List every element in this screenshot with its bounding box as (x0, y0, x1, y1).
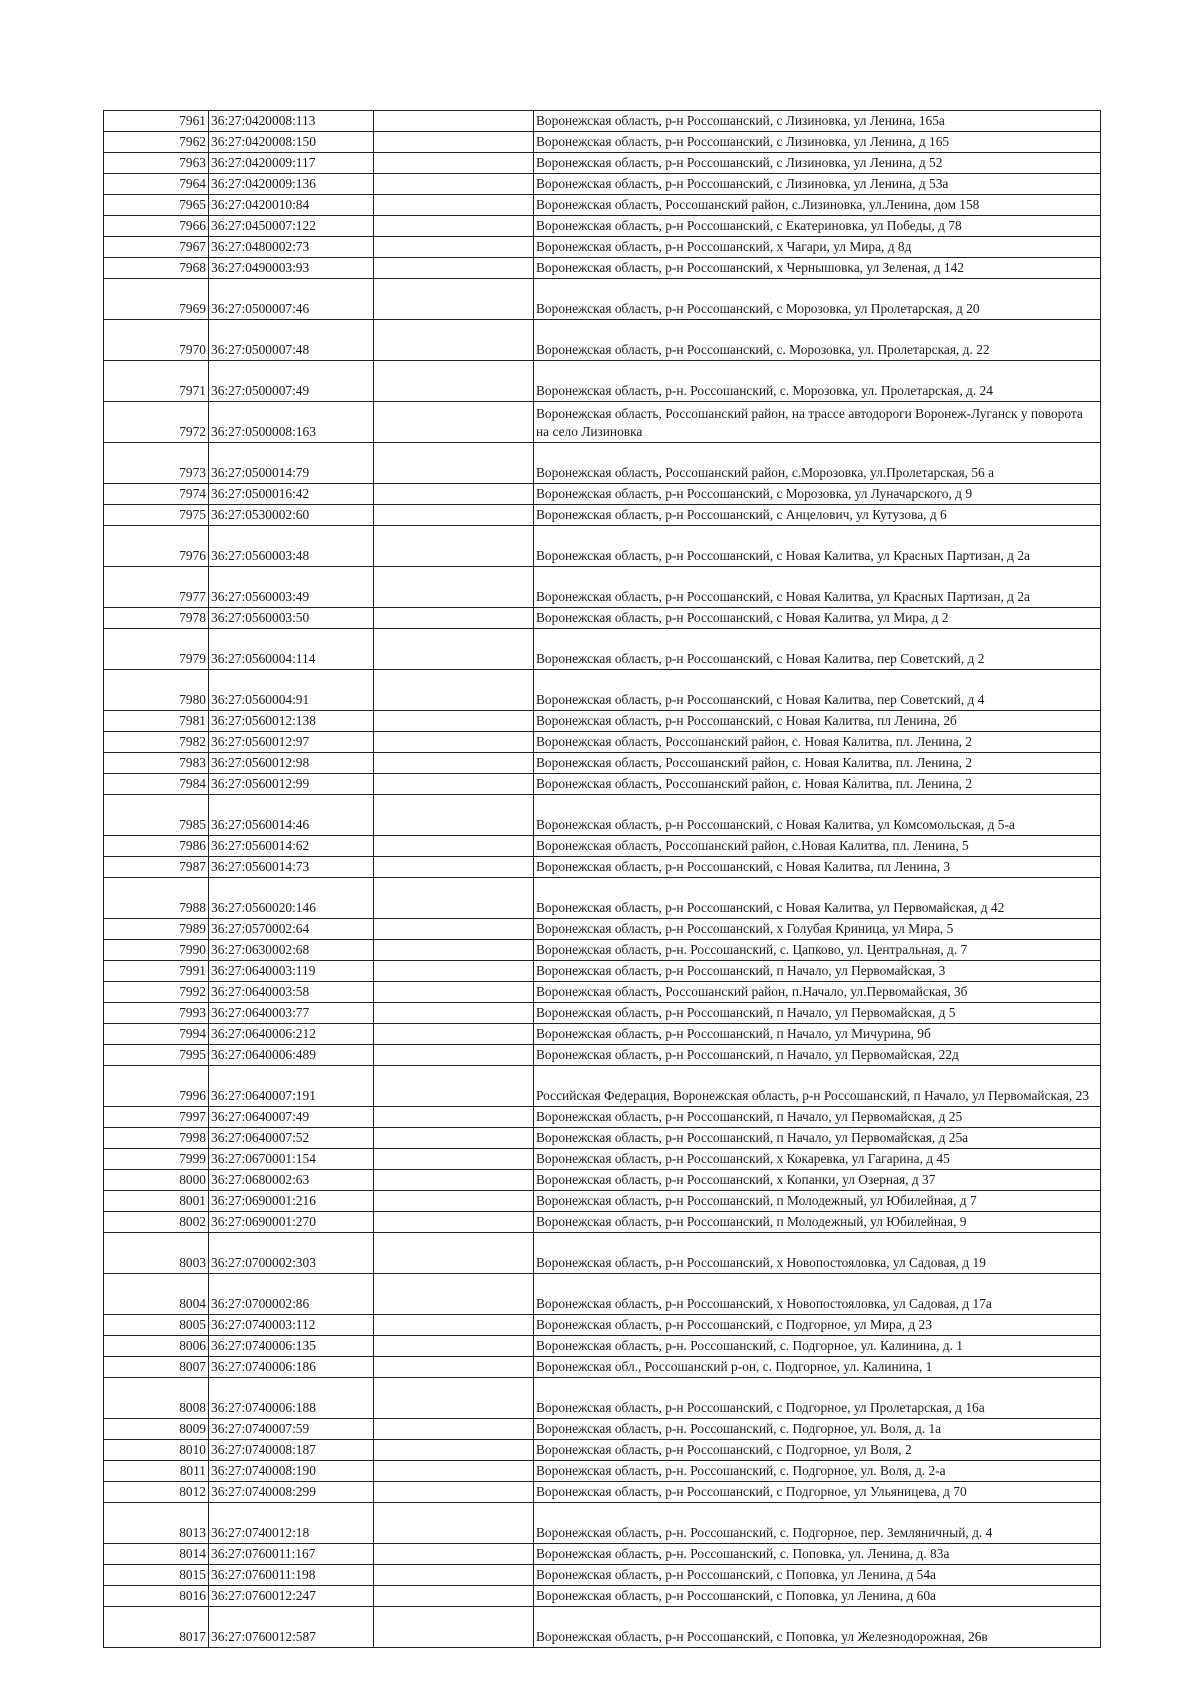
empty-cell (374, 111, 534, 132)
address: Воронежская область, р-н Россошанский, с Новая Калитва, ул Комсомольская, д 5-а (534, 795, 1101, 836)
empty-cell (374, 526, 534, 567)
row-number: 7965 (104, 195, 209, 216)
table-row (104, 961, 1101, 982)
cadastral-number: 36:27:0740008:299 (209, 1482, 374, 1503)
cadastral-number: 36:27:0760011:198 (209, 1565, 374, 1586)
row-number: 7993 (104, 1003, 209, 1024)
cadastral-number: 36:27:0740006:135 (209, 1336, 374, 1357)
cadastral-number: 36:27:0690001:216 (209, 1191, 374, 1212)
table-row (104, 919, 1101, 940)
registry-table (103, 110, 1101, 1648)
empty-cell (374, 1482, 534, 1503)
table-row (104, 237, 1101, 258)
address: Воронежская область, р-н Россошанский, х Чернышовка, ул Зеленая, д 142 (534, 258, 1101, 279)
row-number: 7982 (104, 732, 209, 753)
empty-cell (374, 443, 534, 484)
cadastral-number: 36:27:0680002:63 (209, 1170, 374, 1191)
empty-cell (374, 1233, 534, 1274)
cadastral-number: 36:27:0740008:187 (209, 1440, 374, 1461)
row-number: 7975 (104, 505, 209, 526)
cadastral-number: 36:27:0500007:46 (209, 279, 374, 320)
address: Воронежская область, р-н Россошанский, х Новопостояловка, ул Садовая, д 17а (534, 1274, 1101, 1315)
empty-cell (374, 774, 534, 795)
cadastral-number: 36:27:0480002:73 (209, 237, 374, 258)
row-number: 7990 (104, 940, 209, 961)
address: Воронежская область, р-н Россошанский, п Начало, ул Первомайская, 3 (534, 961, 1101, 982)
table-row (104, 1586, 1101, 1607)
address: Воронежская область, р-н. Россошанский, с. Подгорное, ул. Воля, д. 2-а (534, 1461, 1101, 1482)
row-number: 8015 (104, 1565, 209, 1586)
address: Воронежская область, р-н Россошанский, с Поповка, ул Ленина, д 60а (534, 1586, 1101, 1607)
empty-cell (374, 258, 534, 279)
cadastral-number: 36:27:0640003:58 (209, 982, 374, 1003)
table-row (104, 1544, 1101, 1565)
empty-cell (374, 216, 534, 237)
cadastral-number: 36:27:0700002:303 (209, 1233, 374, 1274)
row-number: 7988 (104, 878, 209, 919)
cadastral-number: 36:27:0450007:122 (209, 216, 374, 237)
empty-cell (374, 505, 534, 526)
row-number: 8009 (104, 1419, 209, 1440)
cadastral-number: 36:27:0560003:48 (209, 526, 374, 567)
address: Воронежская область, р-н Россошанский, п Молодежный, ул Юбилейная, д 7 (534, 1191, 1101, 1212)
row-number: 8005 (104, 1315, 209, 1336)
table-row (104, 1503, 1101, 1544)
address: Воронежская область, р-н Россошанский, х Копанки, ул Озерная, д 37 (534, 1170, 1101, 1191)
cadastral-number: 36:27:0500014:79 (209, 443, 374, 484)
address: Воронежская область, р-н Россошанский, с Поповка, ул Железнодорожная, 26в (534, 1607, 1101, 1648)
table-row (104, 1607, 1101, 1648)
table-row (104, 1315, 1101, 1336)
empty-cell (374, 1461, 534, 1482)
table-row (104, 1003, 1101, 1024)
cadastral-number: 36:27:0420008:150 (209, 132, 374, 153)
cadastral-number: 36:27:0560020:146 (209, 878, 374, 919)
empty-cell (374, 1212, 534, 1233)
row-number: 8004 (104, 1274, 209, 1315)
address: Воронежская область, р-н Россошанский, с Морозовка, ул Пролетарская, д 20 (534, 279, 1101, 320)
address: Воронежская область, р-н Россошанский, п Начало, ул Первомайская, 22д (534, 1045, 1101, 1066)
empty-cell (374, 361, 534, 402)
empty-cell (374, 132, 534, 153)
address: Воронежская область, р-н Россошанский, с Поповка, ул Ленина, д 54а (534, 1565, 1101, 1586)
table-row (104, 1482, 1101, 1503)
address: Воронежская область, Россошанский район, с. Новая Калитва, пл. Ленина, 2 (534, 753, 1101, 774)
empty-cell (374, 1419, 534, 1440)
empty-cell (374, 961, 534, 982)
empty-cell (374, 153, 534, 174)
empty-cell (374, 878, 534, 919)
empty-cell (374, 753, 534, 774)
cadastral-number: 36:27:0560014:62 (209, 836, 374, 857)
table-row (104, 1024, 1101, 1045)
address: Воронежская область, Россошанский район, с. Новая Калитва, пл. Ленина, 2 (534, 774, 1101, 795)
empty-cell (374, 670, 534, 711)
row-number: 8013 (104, 1503, 209, 1544)
cadastral-number: 36:27:0630002:68 (209, 940, 374, 961)
address: Воронежская область, р-н Россошанский, х Новопостояловка, ул Садовая, д 19 (534, 1233, 1101, 1274)
cadastral-number: 36:27:0500007:49 (209, 361, 374, 402)
row-number: 7991 (104, 961, 209, 982)
address: Воронежская область, р-н. Россошанский, с. Подгорное, пер. Земляничный, д. 4 (534, 1503, 1101, 1544)
cadastral-number: 36:27:0760012:587 (209, 1607, 374, 1648)
row-number: 8000 (104, 1170, 209, 1191)
table-row (104, 111, 1101, 132)
address: Воронежская область, р-н Россошанский, п Молодежный, ул Юбилейная, 9 (534, 1212, 1101, 1233)
table-row (104, 132, 1101, 153)
empty-cell (374, 1024, 534, 1045)
table-row (104, 1274, 1101, 1315)
table-row (104, 526, 1101, 567)
empty-cell (374, 1607, 534, 1648)
address: Воронежская область, Россошанский район, п.Начало, ул.Первомайская, 3б (534, 982, 1101, 1003)
row-number: 7966 (104, 216, 209, 237)
address: Воронежская область, р-н Россошанский, с Новая Калитва, ул Красных Партизан, д 2а (534, 526, 1101, 567)
empty-cell (374, 1503, 534, 1544)
cadastral-number: 36:27:0560014:73 (209, 857, 374, 878)
empty-cell (374, 484, 534, 505)
address: Воронежская область, р-н Россошанский, с Лизиновка, ул Ленина, д 52 (534, 153, 1101, 174)
row-number: 8017 (104, 1607, 209, 1648)
row-number: 7980 (104, 670, 209, 711)
empty-cell (374, 1544, 534, 1565)
empty-cell (374, 857, 534, 878)
table-row (104, 1357, 1101, 1378)
table-row (104, 361, 1101, 402)
table-row (104, 484, 1101, 505)
address: Воронежская область, р-н Россошанский, с Лизиновка, ул Ленина, д 53а (534, 174, 1101, 195)
address: Воронежская область, р-н Россошанский, с. Морозовка, ул. Пролетарская, д. 22 (534, 320, 1101, 361)
row-number: 7995 (104, 1045, 209, 1066)
table-row (104, 1233, 1101, 1274)
cadastral-number: 36:27:0740006:188 (209, 1378, 374, 1419)
cadastral-number: 36:27:0560004:114 (209, 629, 374, 670)
empty-cell (374, 279, 534, 320)
table-row (104, 443, 1101, 484)
address: Воронежская область, р-н. Россошанский, с. Поповка, ул. Ленина, д. 83а (534, 1544, 1101, 1565)
empty-cell (374, 1107, 534, 1128)
cadastral-number: 36:27:0500016:42 (209, 484, 374, 505)
table-row (104, 567, 1101, 608)
row-number: 8011 (104, 1461, 209, 1482)
cadastral-number: 36:27:0560012:97 (209, 732, 374, 753)
address: Воронежская область, р-н Россошанский, с Новая Калитва, ул Красных Партизан, д 2а (534, 567, 1101, 608)
address: Воронежская область, Россошанский район, с. Новая Калитва, пл. Ленина, 2 (534, 732, 1101, 753)
table-row (104, 1212, 1101, 1233)
address: Воронежская область, р-н Россошанский, с Подгорное, ул Ульяницева, д 70 (534, 1482, 1101, 1503)
cadastral-number: 36:27:0560003:49 (209, 567, 374, 608)
cadastral-number: 36:27:0560012:138 (209, 711, 374, 732)
row-number: 7996 (104, 1066, 209, 1107)
empty-cell (374, 320, 534, 361)
empty-cell (374, 629, 534, 670)
table-row (104, 1066, 1101, 1107)
row-number: 7999 (104, 1149, 209, 1170)
table-row (104, 753, 1101, 774)
row-number: 7985 (104, 795, 209, 836)
empty-cell (374, 732, 534, 753)
registry-table-body (104, 111, 1101, 1648)
row-number: 7967 (104, 237, 209, 258)
cadastral-number: 36:27:0640006:212 (209, 1024, 374, 1045)
cadastral-number: 36:27:0560004:91 (209, 670, 374, 711)
table-row (104, 670, 1101, 711)
table-row (104, 1107, 1101, 1128)
table-row (104, 1170, 1101, 1191)
cadastral-number: 36:27:0740006:186 (209, 1357, 374, 1378)
row-number: 7989 (104, 919, 209, 940)
table-row (104, 774, 1101, 795)
address: Воронежская область, Россошанский район, на трассе автодороги Воронеж-Луганск у поворота на село Лизиновка (534, 402, 1101, 443)
row-number: 7983 (104, 753, 209, 774)
cadastral-number: 36:27:0640006:489 (209, 1045, 374, 1066)
table-row (104, 258, 1101, 279)
address: Воронежская область, Россошанский район, с.Новая Калитва, пл. Ленина, 5 (534, 836, 1101, 857)
row-number: 7961 (104, 111, 209, 132)
table-row (104, 982, 1101, 1003)
address: Воронежская область, р-н Россошанский, х Кокаревка, ул Гагарина, д 45 (534, 1149, 1101, 1170)
cadastral-number: 36:27:0740003:112 (209, 1315, 374, 1336)
table-row (104, 174, 1101, 195)
empty-cell (374, 919, 534, 940)
table-row (104, 1128, 1101, 1149)
row-number: 7997 (104, 1107, 209, 1128)
address: Воронежская область, р-н Россошанский, с Подгорное, ул Воля, 2 (534, 1440, 1101, 1461)
address: Воронежская область, р-н Россошанский, с Подгорное, ул Мира, д 23 (534, 1315, 1101, 1336)
address: Воронежская область, р-н Россошанский, с Новая Калитва, пл Ленина, 3 (534, 857, 1101, 878)
address: Воронежская область, р-н Россошанский, с Морозовка, ул Луначарского, д 9 (534, 484, 1101, 505)
empty-cell (374, 174, 534, 195)
table-row (104, 1191, 1101, 1212)
empty-cell (374, 402, 534, 443)
empty-cell (374, 1128, 534, 1149)
cadastral-number: 36:27:0500008:163 (209, 402, 374, 443)
address: Воронежская область, р-н Россошанский, п Начало, ул Мичурина, 9б (534, 1024, 1101, 1045)
row-number: 7979 (104, 629, 209, 670)
row-number: 7994 (104, 1024, 209, 1045)
address: Воронежская область, р-н. Россошанский, с. Морозовка, ул. Пролетарская, д. 24 (534, 361, 1101, 402)
row-number: 7971 (104, 361, 209, 402)
row-number: 8006 (104, 1336, 209, 1357)
cadastral-number: 36:27:0640007:49 (209, 1107, 374, 1128)
empty-cell (374, 1357, 534, 1378)
table-row (104, 1461, 1101, 1482)
table-row (104, 732, 1101, 753)
empty-cell (374, 711, 534, 732)
cadastral-number: 36:27:0420009:117 (209, 153, 374, 174)
cadastral-number: 36:27:0700002:86 (209, 1274, 374, 1315)
row-number: 7963 (104, 153, 209, 174)
row-number: 7970 (104, 320, 209, 361)
row-number: 8001 (104, 1191, 209, 1212)
row-number: 8007 (104, 1357, 209, 1378)
empty-cell (374, 982, 534, 1003)
address: Воронежская область, р-н Россошанский, с Новая Калитва, пер Советский, д 4 (534, 670, 1101, 711)
address: Воронежская область, р-н Россошанский, с Новая Калитва, ул Первомайская, д 42 (534, 878, 1101, 919)
cadastral-number: 36:27:0690001:270 (209, 1212, 374, 1233)
empty-cell (374, 1336, 534, 1357)
row-number: 7987 (104, 857, 209, 878)
table-row (104, 629, 1101, 670)
row-number: 8002 (104, 1212, 209, 1233)
address: Воронежская область, р-н Россошанский, п Начало, ул Первомайская, д 25а (534, 1128, 1101, 1149)
address: Воронежская область, р-н. Россошанский, с. Цапково, ул. Центральная, д. 7 (534, 940, 1101, 961)
table-row (104, 1149, 1101, 1170)
empty-cell (374, 1191, 534, 1212)
table-row (104, 857, 1101, 878)
cadastral-number: 36:27:0560012:99 (209, 774, 374, 795)
address: Воронежская область, р-н Россошанский, с Анцелович, ул Кутузова, д 6 (534, 505, 1101, 526)
address: Воронежская область, р-н Россошанский, х Чагари, ул Мира, д 8д (534, 237, 1101, 258)
table-row (104, 320, 1101, 361)
address: Воронежская область, р-н. Россошанский, с. Подгорное, ул. Воля, д. 1а (534, 1419, 1101, 1440)
cadastral-number: 36:27:0640003:77 (209, 1003, 374, 1024)
table-row (104, 711, 1101, 732)
cadastral-number: 36:27:0760012:247 (209, 1586, 374, 1607)
address: Воронежская область, р-н. Россошанский, с. Подгорное, ул. Калинина, д. 1 (534, 1336, 1101, 1357)
address: Воронежская область, р-н Россошанский, с Подгорное, ул Пролетарская, д 16а (534, 1378, 1101, 1419)
address: Воронежская область, р-н Россошанский, с Новая Калитва, пл Ленина, 2б (534, 711, 1101, 732)
table-row (104, 402, 1101, 443)
row-number: 8003 (104, 1233, 209, 1274)
cadastral-number: 36:27:0640007:191 (209, 1066, 374, 1107)
table-row (104, 1045, 1101, 1066)
address: Воронежская область, Россошанский район, с.Лизиновка, ул.Ленина, дом 158 (534, 195, 1101, 216)
empty-cell (374, 608, 534, 629)
table-row (104, 878, 1101, 919)
row-number: 8008 (104, 1378, 209, 1419)
address: Воронежская обл., Россошанский р-он, с. Подгорное, ул. Калинина, 1 (534, 1357, 1101, 1378)
cadastral-number: 36:27:0640003:119 (209, 961, 374, 982)
table-row (104, 1440, 1101, 1461)
cadastral-number: 36:27:0560003:50 (209, 608, 374, 629)
address: Воронежская область, Россошанский район, с.Морозовка, ул.Пролетарская, 56 а (534, 443, 1101, 484)
table-row (104, 1336, 1101, 1357)
row-number: 7977 (104, 567, 209, 608)
empty-cell (374, 1440, 534, 1461)
cadastral-number: 36:27:0530002:60 (209, 505, 374, 526)
table-row (104, 1565, 1101, 1586)
table-row (104, 195, 1101, 216)
empty-cell (374, 795, 534, 836)
empty-cell (374, 1045, 534, 1066)
cadastral-number: 36:27:0420010:84 (209, 195, 374, 216)
table-row (104, 153, 1101, 174)
table-row (104, 279, 1101, 320)
cadastral-number: 36:27:0740008:190 (209, 1461, 374, 1482)
row-number: 7962 (104, 132, 209, 153)
row-number: 7974 (104, 484, 209, 505)
address: Воронежская область, р-н Россошанский, х Голубая Криница, ул Мира, 5 (534, 919, 1101, 940)
row-number: 8010 (104, 1440, 209, 1461)
row-number: 7986 (104, 836, 209, 857)
empty-cell (374, 1149, 534, 1170)
address: Воронежская область, р-н Россошанский, с Лизиновка, ул Ленина, д 165 (534, 132, 1101, 153)
cadastral-number: 36:27:0490003:93 (209, 258, 374, 279)
cadastral-number: 36:27:0740012:18 (209, 1503, 374, 1544)
table-row (104, 795, 1101, 836)
cadastral-number: 36:27:0760011:167 (209, 1544, 374, 1565)
empty-cell (374, 1066, 534, 1107)
row-number: 7998 (104, 1128, 209, 1149)
address: Воронежская область, р-н Россошанский, п Начало, ул Первомайская, д 25 (534, 1107, 1101, 1128)
empty-cell (374, 1274, 534, 1315)
empty-cell (374, 1378, 534, 1419)
cadastral-number: 36:27:0560014:46 (209, 795, 374, 836)
cadastral-number: 36:27:0560012:98 (209, 753, 374, 774)
row-number: 7984 (104, 774, 209, 795)
empty-cell (374, 1003, 534, 1024)
empty-cell (374, 237, 534, 258)
empty-cell (374, 1315, 534, 1336)
empty-cell (374, 195, 534, 216)
table-row (104, 836, 1101, 857)
address: Воронежская область, р-н Россошанский, с Лизиновка, ул Ленина, 165а (534, 111, 1101, 132)
empty-cell (374, 1170, 534, 1191)
empty-cell (374, 940, 534, 961)
table-row (104, 940, 1101, 961)
address: Воронежская область, р-н Россошанский, с Новая Калитва, ул Мира, д 2 (534, 608, 1101, 629)
cadastral-number: 36:27:0500007:48 (209, 320, 374, 361)
row-number: 7978 (104, 608, 209, 629)
table-row (104, 1419, 1101, 1440)
table-row (104, 505, 1101, 526)
table-row (104, 1378, 1101, 1419)
address: Российская Федерация, Воронежская область, р-н Россошанский, п Начало, ул Первомайская, 23 (534, 1066, 1101, 1107)
empty-cell (374, 1565, 534, 1586)
cadastral-number: 36:27:0640007:52 (209, 1128, 374, 1149)
address: Воронежская область, р-н Россошанский, с Новая Калитва, пер Советский, д 2 (534, 629, 1101, 670)
address: Воронежская область, р-н Россошанский, с Екатериновка, ул Победы, д 78 (534, 216, 1101, 237)
row-number: 8014 (104, 1544, 209, 1565)
cadastral-number: 36:27:0570002:64 (209, 919, 374, 940)
row-number: 7973 (104, 443, 209, 484)
empty-cell (374, 567, 534, 608)
empty-cell (374, 1586, 534, 1607)
row-number: 8016 (104, 1586, 209, 1607)
row-number: 7969 (104, 279, 209, 320)
row-number: 7992 (104, 982, 209, 1003)
row-number: 7972 (104, 402, 209, 443)
row-number: 7964 (104, 174, 209, 195)
cadastral-number: 36:27:0670001:154 (209, 1149, 374, 1170)
cadastral-number: 36:27:0420009:136 (209, 174, 374, 195)
row-number: 7976 (104, 526, 209, 567)
row-number: 7968 (104, 258, 209, 279)
table-row (104, 608, 1101, 629)
row-number: 7981 (104, 711, 209, 732)
empty-cell (374, 836, 534, 857)
address: Воронежская область, р-н Россошанский, п Начало, ул Первомайская, д 5 (534, 1003, 1101, 1024)
cadastral-number: 36:27:0740007:59 (209, 1419, 374, 1440)
table-row (104, 216, 1101, 237)
row-number: 8012 (104, 1482, 209, 1503)
cadastral-number: 36:27:0420008:113 (209, 111, 374, 132)
